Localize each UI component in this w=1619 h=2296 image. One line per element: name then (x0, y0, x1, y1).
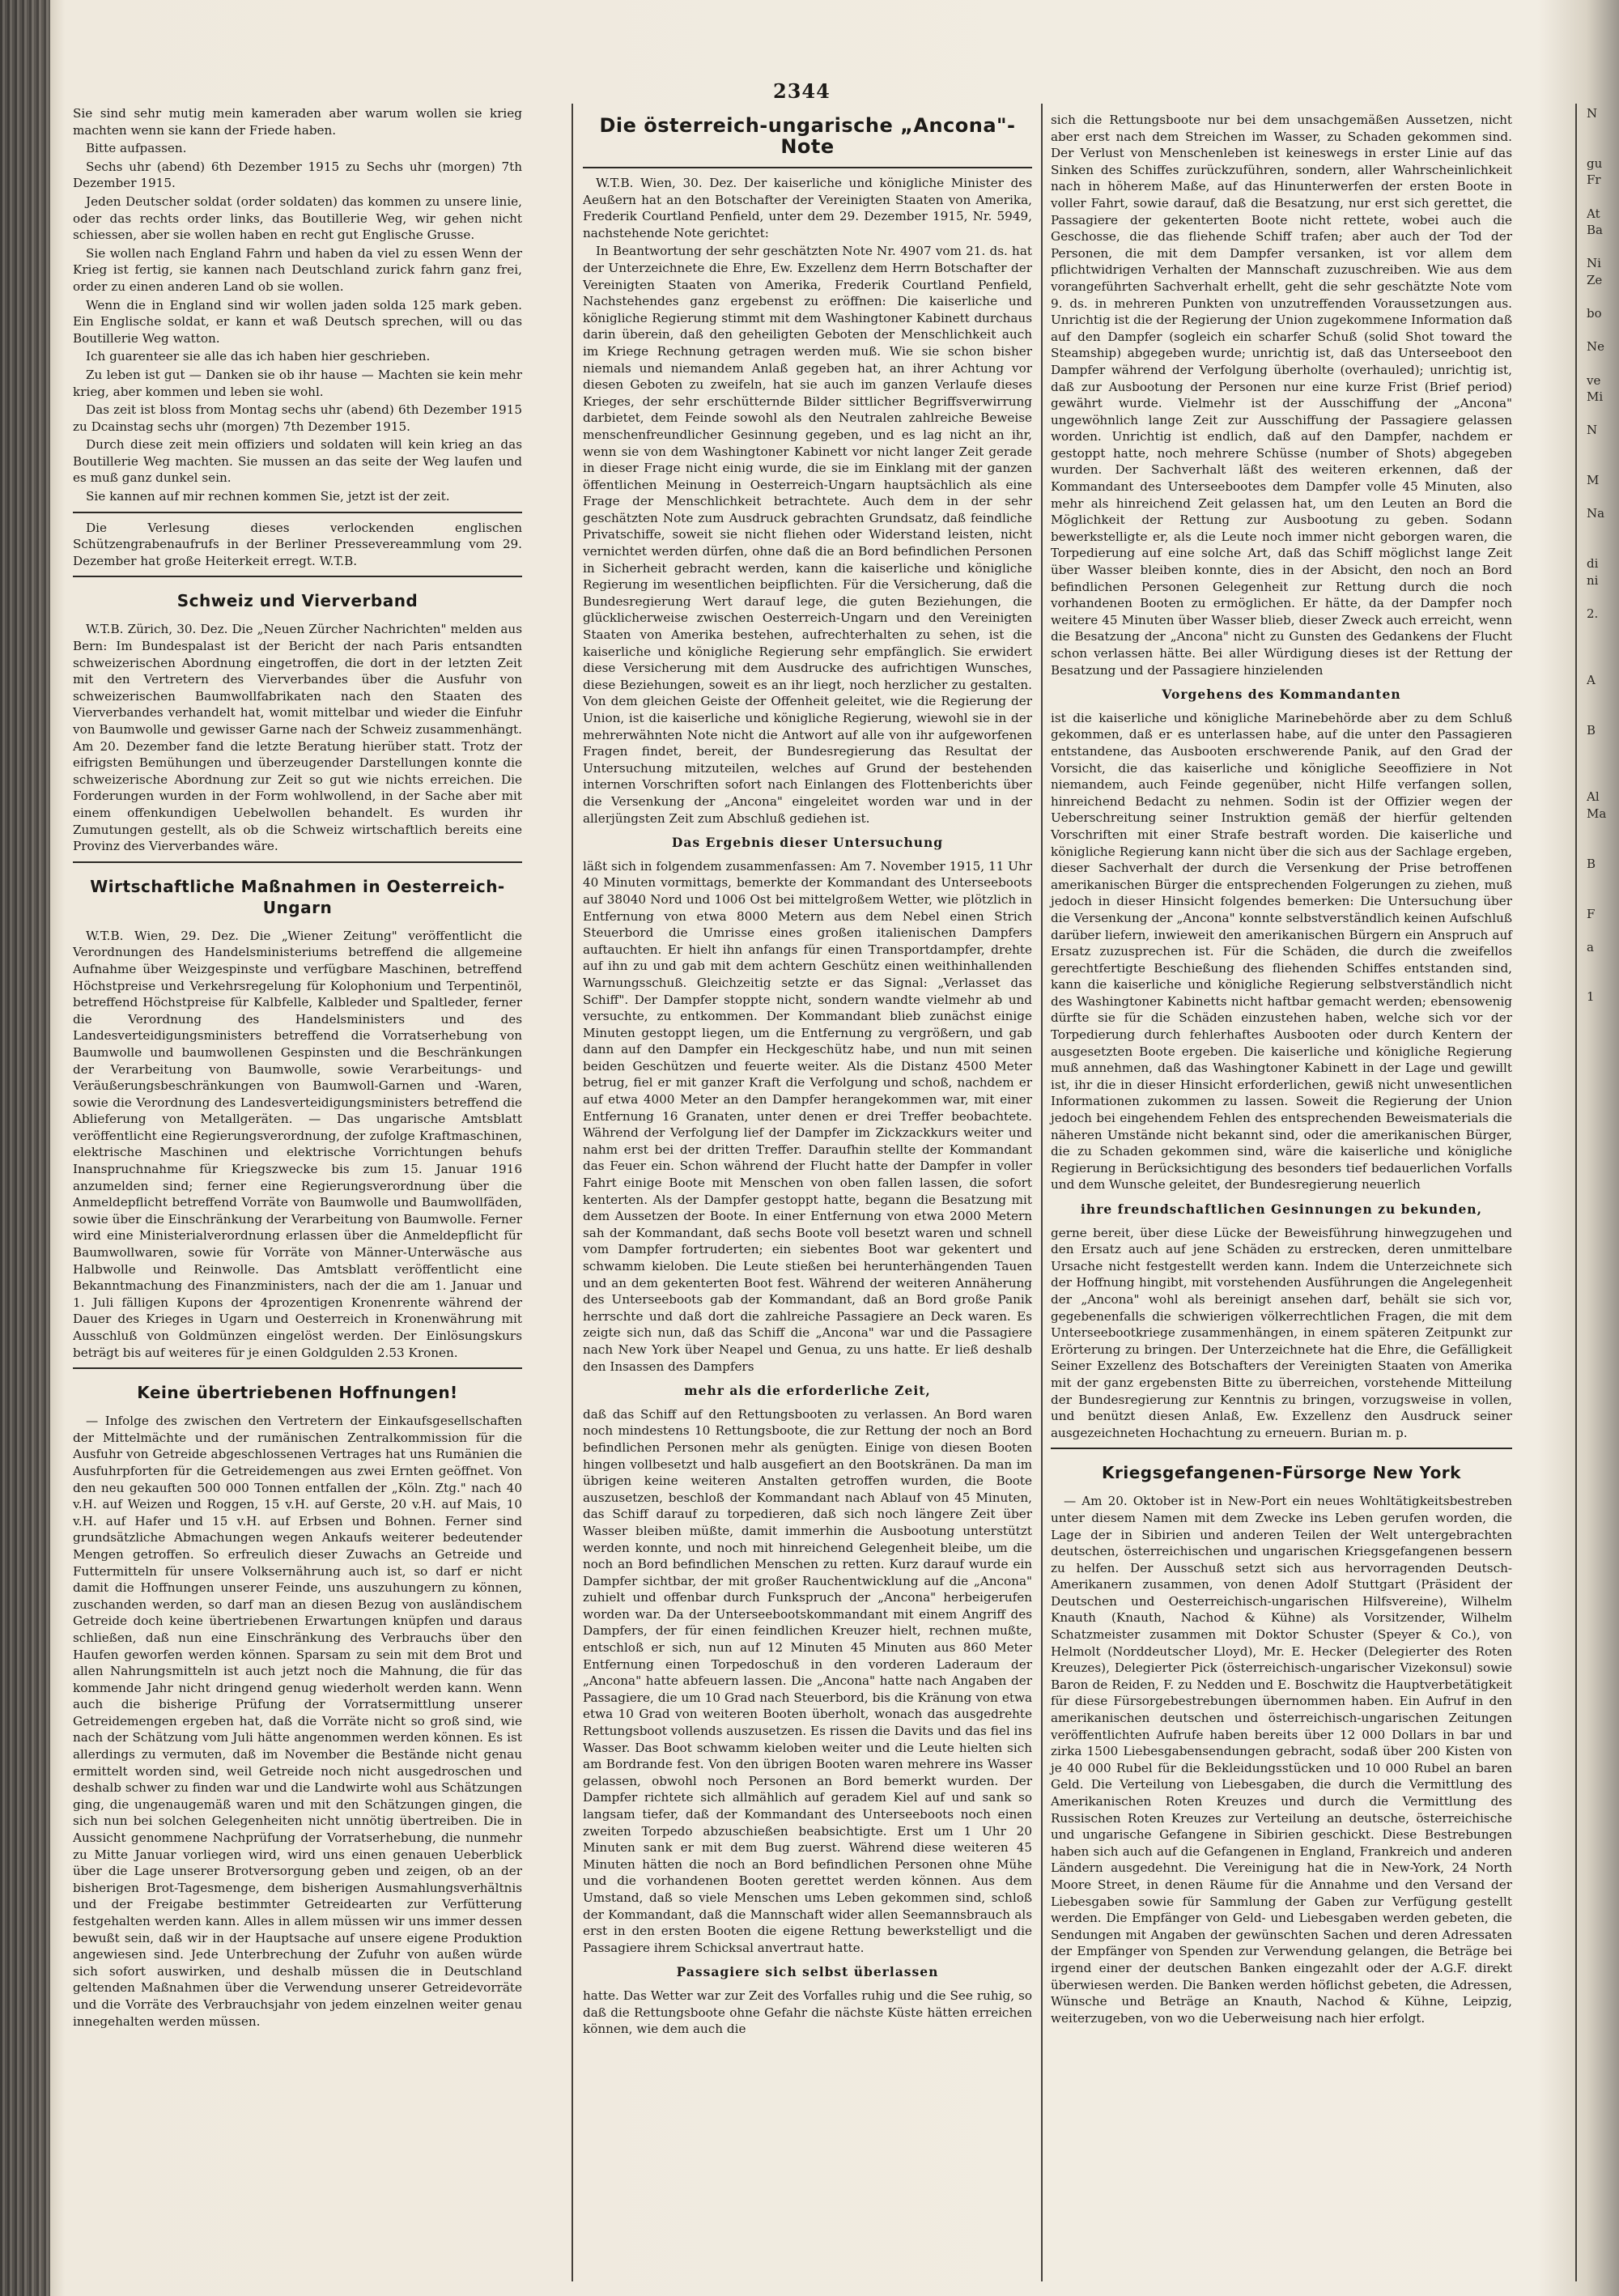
article-paragraph: Jeden Deutscher soldat (order soldaten) das kommen zu unsere linie, oder das rechts order links, das Boutillerie Weg, wir gehen nicht schiessen, aber sie wollen haben en recht gut Englische Grusse. (73, 193, 522, 243)
section-rule (73, 576, 522, 577)
fragment-line (1587, 772, 1619, 789)
article-paragraph: Zu leben ist gut — Danken sie ob ihr hause — Machten sie kein mehr krieg, aber kommen und leben sie wohl. (73, 367, 522, 399)
fragment-line (1587, 839, 1619, 856)
fragment-line: Ze (1587, 272, 1603, 287)
subheading: Passagiere sich selbst überlassen (676, 1964, 939, 1980)
fragment-line (1587, 538, 1619, 555)
fragment-line (1587, 122, 1619, 139)
page-number: 2344 (773, 79, 831, 103)
fragment-line (1587, 656, 1619, 673)
fragment-line: N (1587, 423, 1598, 438)
fragment-line (1587, 972, 1619, 989)
headline-wirtschaft: Wirtschaftliche Maßnahmen in Oesterreich-Ungarn (90, 876, 505, 917)
fragment-line (1587, 1006, 1619, 1023)
article-paragraph: In Beantwortung der sehr geschätzten Note Nr. 4907 vom 21. ds. hat der Unterzeichnete die Ehre, Ew. Exzellenz dem Herrn Botschafter der Vereinigten Staaten von Amerika, Frederik Courtland Penfield, Nachstehendes ganz ergebenst zu eröffnen: Die kaiserliche und königliche Regierung stimmt mit dem Washingtoner Kabinett durchaus darin überein, daß den geheiligten Geboten der Menschlichkeit auch im Kriege Rechnung getragen werden muß. Wie sie schon bisher niemals und niemandem Anlaß gegeben hat, an ihrer Achtung vor diesen Geboten zu zweifeln, hat sie auch im ganzen Verlaufe dieses Krieges, der sehr erschütternde Bilder sittlicher Begriffsverwirrung darbietet, dem Feinde sowohl als den Neutralen zahlreiche Beweise menschenfreundlicher Gesinnung gegeben, und es lag nicht an ihr, wenn sie von dem Washingtoner Kabinett vor nicht langer Zeit gerade in dieser Frage nicht einig wurde, die sie im Einklang mit der ganzen öffentlichen Meinung in Oesterreich-Ungarn hauptsächlich als eine Frage der Menschlichkeit betrachtete. Auch dem in der sehr geschätzten Note zum Ausdruck gebrachten Grundsatz, daß feindliche Privatschiffe, soweit sie nicht fliehen oder Widerstand leisten, nicht vernichtet werden dürfen, ohne daß die an Bord befindlichen Personen in Sicherheit gebracht werden, kann die kaiserliche und königliche Regierung im wesentlichen beipflichten. Für die Versicherung, daß die Bundesregierung Wert darauf lege, die guten Beziehungen, die glücklicherweise zwischen Oesterreich-Ungarn und den Vereinigten Staaten von Amerika bestehen, aufrechterhalten zu sehen, ist die kaiserliche und königliche Regierung sehr empfänglich. Sie erwidert diese Versicherung mit dem Ausdrucke des aufrichtigen Wunsches, diese Beziehungen, soweit es an ihr liegt, noch herzlicher zu gestalten. Von dem gleichen Geiste der Offenheit geleitet, wie die Regierung der Union, ist die kaiserliche und königliche Regierung, wiewohl sie in der mehrerwähnten Note nicht die Antwort auf alle von ihr aufgeworfenen Fragen findet, bereit, der Bundesregierung das Resultat der Untersuchung mitzuteilen, welches auf Grund der bestehenden internen Vorschriften sofort nach Einlangen des Flottenberichts über die Versenkung der „Ancona" eingeleitet worden war und in der allerjüngsten Zeit zum Abschluß gediehen ist. (583, 244, 1032, 826)
fragment-line: N (1587, 106, 1598, 121)
article-paragraph: Sie kannen auf mir rechnen kommen Sie, jetzt ist der zeit. (86, 489, 450, 504)
fragment-line: gu (1587, 155, 1603, 171)
fragment-line (1587, 922, 1619, 939)
article-paragraph: W.T.B. Zürich, 30. Dez. Die „Neuen Zürcher Nachrichten" melden aus Bern: Im Bundespalast ist der Bericht der nach Paris entsandten schweizerischen Abordnung eingetroffen, die dort in der letzten Zeit mit den Vertretern des Vierverbandes über die Ausfuhr von schweizerischen Baumwollfabrikaten nach den Staaten des Vierverbandes verhandelt hat, womit mittelbar und wieder die Einfuhr von Baumwolle und gewisser Garne nach der Schweiz zusammenhängt. Am 20. Dezember fand die letzte Beratung hierüber statt. Trotz der eifrigsten Bemühungen und überzeugender Darstellungen konnte die schweizerische Abordnung zur Zeit so gut wie nichts erreichen. Die Forderungen wurden in der Form wohlwollend, in der Sache aber mit einem offenkundigen Uebelwollen behandelt. Es wurden ihr Zumutungen gestellt, als ob die Schweiz wirtschaftlich bereits eine Provinz des Vierverbandes wäre. (73, 622, 522, 854)
fragment-line: a (1587, 939, 1594, 955)
fragment-line: B (1587, 856, 1596, 871)
book-binding-edge (0, 0, 50, 2296)
column-3 (1051, 112, 1512, 2028)
article-paragraph: Sie sind sehr mutig mein kameraden aber warum wollen sie krieg machten wenn sie kann der Friede haben. (73, 106, 522, 138)
fragment-line: B (1587, 722, 1596, 738)
fragment-line: 1 (1587, 989, 1595, 1005)
fragment-line: Ne (1587, 339, 1605, 355)
adjacent-page-fragment (1587, 105, 1619, 2291)
fragment-line: di (1587, 556, 1599, 572)
headline-ancona-note: Die österreich-ungarische „Ancona"-Note (599, 114, 1016, 158)
fragment-line: Ma (1587, 806, 1607, 821)
article-paragraph: ist die kaiserliche und königliche Marinebehörde aber zu dem Schluß gekommen, daß er es unterlassen habe, auf die unter den Passagieren entstandene, das Ausbooten erschwerende Panik, auf den Grad der Vorsicht, die das kaiserliche und königliche Seeoffiziere in Not niemandem, auch Feinde gegenüber, nicht Hilfe verfangen sollen, hinreichend Bedacht zu nehmen. Sodin ist der Offizier wegen der Ueberschreitung seiner Instruktion gemäß der hierfür geltenden Vorschriften mit einer Strafe bestraft worden. Die kaiserliche und königliche Regierung kann nicht über die sich aus der Sachlage ergeben, dieser Sachverhalt der durch die Versenkung der Prise betroffenen amerikanischen Bürger die entsprechenden Folgerungen zu ziehen, muß jedoch in dieser Hinsicht folgendes bemerken: Die Untersuchung über die Versenkung der „Ancona" konnte selbstverständlich keinen Aufschluß darüber liefern, inwieweit den amerikanischen Bürgern ein Anspruch auf Ersatz zuzusprechen ist. Für die Schäden, die durch die zweifellos gerechtfertigte Beschießung des fliehenden Schiffes entstanden sind, kann die kaiserliche und königliche Regierung selbstverständlich nicht des Washingtoner Kabinetts nicht haftbar gemacht werden; ebensowenig dürfte sie für die Schäden einzustehen haben, welche sich vor der Torpedierung durch fehlerhaftes Ausbooten oder durch Kentern der ausgesetzten Boote ergeben. Die kaiserliche und königliche Regierung muß annehmen, daß das Washingtoner Kabinett in der Lage und gewillt ist, ihr die in dieser Hinsicht erforderlichen, gewiß nicht unwesentlichen Informationen zukommen zu lassen. Soweit die Regierung der Union jedoch bei eingehendem Fehlen des entsprechenden Beweismaterials die näheren Umstände nicht bekannt sind, oder die amerikanischen Bürger, die zu Schaden gekommen sind, wäre die kaiserliche und königliche Regierung in Berücksichtigung des besonders tief bedauerlichen Vorfalls und dem Wunsche geleitet, der Bundesregierung neuerlich (1051, 710, 1512, 1193)
section-rule (1051, 1448, 1512, 1449)
subheading: mehr als die erforderliche Zeit, (684, 1383, 931, 1399)
fragment-line (1587, 489, 1619, 506)
fragment-line: Al (1587, 789, 1600, 805)
fragment-line: ni (1587, 572, 1599, 588)
fragment-line (1587, 406, 1619, 423)
headline-schweiz: Schweiz und Vierverband (176, 591, 419, 611)
article-paragraph: Ich guarenteer sie alle das ich haben hier geschrieben. (86, 349, 431, 364)
article-paragraph: hatte. Das Wetter war zur Zeit des Vorfalles ruhig und die See ruhig, so daß die Rettungsboote ohne Gefahr die nächste Küste hätten erreichen können, wie dem auch die (583, 1988, 1032, 2037)
section-rule (583, 167, 1032, 168)
fragment-line: At (1587, 206, 1600, 221)
section-rule (73, 861, 522, 863)
article-paragraph: W.T.B. Wien, 30. Dez. Der kaiserliche und königliche Minister des Aeußern hat an den Botschafter der Vereinigten Staaten von Amerika, Frederik Courtland Penfield, unter dem 29. Dezember 1915, Nr. 5949, nachstehende Note gerichtet: (583, 176, 1032, 240)
fragment-line (1587, 739, 1619, 756)
article-paragraph: Sechs uhr (abend) 6th Dezember 1915 zu Sechs uhr (morgen) 7th Dezember 1915. (73, 159, 522, 191)
article-paragraph: sich die Rettungsboote nur bei dem unsachgemäßen Aussetzen, nicht aber erst nach dem Streichen im Wasser, zu Schaden gekommen sind. Der Verlust von Menschenleben ist keineswegs in erster Linie auf das Sinken des Schiffes zurückzuführen, sondern, aller Wahrscheinlichkeit nach in höherem Maße, auf das Hinunterwerfen der ersten Boote in voller Fahrt, sowie darauf, daß die Besatzung, nur erst sich gerettet, die Passagiere der gekenterten Boote nicht rettete, wobei auch die Geschosse, die das fliehende Schiff trafen; aber auch der Tod der Personen, die mit dem Dampfer versanken, ist vor allem dem pflichtwidrigen Verhalten der Mannschaft zuzuschreiben. Wie aus dem vorangeführten Sachverhalt erhellt, geht die sehr geschätzte Note vom 9. ds. in mehreren Punkten von unzutreffenden Voraussetzungen aus. Unrichtig ist die der Regierung der Union zugekommene Information daß auf den Dampfer (sogleich ein scharfer Schuß (solid Shot toward the Steamship) abgegeben wurde; unrichtig ist, daß das Unterseeboot den Dampfer während der Verfolgung überholte (overhauled); unrichtig ist, daß zur Ausbootung der Personen nur eine kurze Frist (Brief period) gewährt wurde. Vielmehr ist der Ausschiffung der „Ancona" ungewöhnlich lange Zeit zur Ausschiffung der Passagiere gelassen worden. Unrichtig ist endlich, daß auf den Dampfer, nachdem er gestoppt hatte, noch mehrere Schüsse (number of Shots) abgegeben wurden. Der Sachverhalt läßt des weiteren erkennen, daß der Kommandant des Unterseebootes dem Dampfer volle 45 Minuten, also mehr als hinreichend Zeit gelassen hat, um den Leuten an Bord die Möglichkeit der Rettung zur Ausbootung zu geben. Sodann bewerkstelligte er, als die Leute noch immer nicht geborgen waren, die Torpedierung auf eine solche Art, daß das Schiff möglichst lange Zeit über Wasser bleiben konnte, dies in der Absicht, den noch an Bord befindlichen Personen Gelegenheit zur Rettung durch die noch vorhandenen Booten zu ermöglichen. Er hätte, da der Dampfer noch weitere 45 Minuten über Wasser blieb, dieser Zweck auch erreicht, wenn die Besatzung der „Ancona" nicht zu Gunsten des Gedankens der Flucht schon verlassen hätte. Bei aller Würdigung dieses ist der Rettung der Besatzung und der Passagiere hinzielenden (1051, 113, 1512, 678)
article-paragraph: gerne bereit, über diese Lücke der Beweisführung hinwegzugehen und den Ersatz auch auf jene Schäden zu erstrecken, deren unmittelbare Ursache nicht festgestellt werden kann. Indem die Unterzeichnete sich der Hoffnung hingibt, mit vorstehenden Ausführungen die Angelegenheit der „Ancona" wohl als bereinigt ansehen darf, behält sie sich vor, gegebenenfalls die schwierigen völkerrechtlichen Fragen, die mit dem Unterseebootkriege zusammenhängen, in einem späteren Zeitpunkt zur Erörterung zu bringen. Der Unterzeichnete hat die Ehre, die Gefälligkeit Seiner Exzellenz des Botschafters der Vereinigten Staaten von Amerika mit der ganz ergebensten Bitte zu überreichen, vorstehende Mitteilung der Bundesregierung zur Kenntnis zu bringen, vorzugsweise in vollen, und benützt diesen Anlaß, Ew. Exzellenz den Ausdruck seiner ausgezeichneten Hochachtung zu erneuern. Burian m. p. (1051, 1225, 1512, 1440)
fragment-line: 2. (1587, 606, 1599, 621)
fragment-line (1587, 755, 1619, 772)
column-divider-1 (572, 104, 573, 2281)
fragment-line: Ba (1587, 223, 1603, 238)
article-paragraph: Wenn die in England sind wir wollen jaden solda 125 mark geben. Ein Englische soldat, er kann et waß Deutsch sprechen, will ou das Boutillerie Weg watton. (73, 297, 522, 346)
fragment-line: ve (1587, 372, 1601, 388)
fragment-line (1587, 355, 1619, 372)
fragment-line (1587, 439, 1619, 456)
fragment-line: M (1587, 473, 1600, 488)
section-rule (73, 1367, 522, 1369)
fragment-line (1587, 889, 1619, 906)
subheading: Das Ergebnis dieser Untersuchung (671, 835, 944, 851)
fragment-line (1587, 138, 1619, 155)
article-paragraph: Bitte aufpassen. (86, 141, 187, 156)
fragment-line (1587, 522, 1619, 539)
fragment-line (1587, 872, 1619, 889)
article-paragraph: — Infolge des zwischen den Vertretern der Einkaufsgesellschaften der Mittelmächte und der rumänischen Zentralkommission für die Ausfuhr von Getreide abgeschlossenen Vertrages hat uns Rumänien die Ausfuhrpforten für die Getreidemengen aus zwei Ernten geöffnet. Von den neu gekauften 500 000 Tonnen entfallen der „Köln. Ztg." nach 40 v.H. auf Weizen und Roggen, 15 v.H. auf Gerste, 20 v.H. auf Mais, 10 v.H. auf Hafer und 15 v.H. auf Erbsen und Bohnen. Ferner sind grundsätzliche Abmachungen wegen Ankaufs weiterer bedeutender Mengen getroffen. So erfreulich dieser Zuwachs an Getreide und Futtermitteln für unsere Volksernährung auch ist, so darf er nicht damit die Hoffnungen unserer Feinde, uns auszuhungern zu können, zuschanden werden, so darf man an diesen Bezug von ausländischem Getreide doch keine übertriebenen Erwartungen knüpfen und daraus schließen, daß nun eine Einschränkung des Verbrauchs über den Haufen geworfen werden können. Sparsam zu sein mit dem Brot und allen Nahrungsmitteln ist auch jetzt noch die Mahnung, die für das kommende Jahr nicht dringend genug wiederholt werden kann. Wenn auch die bisherige Prüfung der Vorratsermittlung unserer Getreidemengen ergeben hat, daß die Vorräte nicht so groß sind, wie nach der Schätzung vom Juli hätte angenommen werden können. Es ist allerdings zu vermuten, daß im November die Bestände nicht genau ermittelt worden sind, weil Getreide noch nicht ausgedroschen und deshalb schwer zu finden war und die Landwirte wohl aus Schätzungen ging, die ungenaugemäß waren und mit den Schätzungen gingen, die sich nun bei solchen Gelegenheiten nicht unnötig übertreiben. Die in Aussicht genommene Nachprüfung der Vorratserhebung, die nunmehr zu Mitte Januar vorliegen wird, wird uns einen genauen Ueberblick über die Lage unserer Brotversorgung geben und zeigen, ob an der bisherigen Brot-Tagesmenge, dem bisherigen Ausmahlungsverhältnis und der Freigabe bestimmter Getreidearten zur Verfütterung festgehalten werden kann. Alles in allem müssen wir uns immer dessen bewußt sein, daß wir in der Hauptsache auf unsere eigene Produktion angewiesen sind. Jede Unterbrechung der Zufuhr von außen würde sich sofort auswirken, und deshalb müssen die in Deutschland geltenden Maßnahmen über die Verwendung unserer Getreidevorräte und die Vorräte des Verbrauchsjahr von jedem einzelnen weiter genau innegehalten werden müssen. (73, 1414, 522, 2029)
article-paragraph: — Am 20. Oktober ist in New-Port ein neues Wohltätigkeitsbestreben unter diesem Namen mit dem Zwecke ins Leben gerufen worden, die Lage der in Sibirien und anderen Teilen der Welt untergebrachten deutschen, österreichischen und ungarischen Kriegsgefangenen bessern zu helfen. Der Ausschuß setzt sich aus hervorragenden Deutsch-Amerikanern zusammen, von denen Adolf Stuttgart (Präsident der Deutschen und Oesterreichisch-ungarischen Hilfsvereine), Wilhelm Knauth (Knauth, Nachod & Kühne) als Vorsitzender, Wilhelm Schatzmeister zusammen mit Doktor Schuster (Speyer & Co.), von Helmolt (Norddeutscher Lloyd), Mr. E. Hecker (Delegierter des Roten Kreuzes), Delegierter Pick (österreichisch-ungarischer Vizekonsul) sowie Baron de Reiden, F. zu Nedden und E. Boschwitz die Hauptverbetätigkeit für diese Fürsorgebestrebungen übernommen haben. Ein Aufruf in den amerikanischen deutschen und österreichisch-ungarischen Zeitungen veröffentlichten Aufrufe haben bereits über 12 000 Dollars in bar und zirka 1500 Liebesgabensendungen gebracht, sodaß über 200 Kisten von je 40 000 Rubel für die Bekleidungsstücken und 10 000 Rubel an baren Geld. Die Verteilung von Liebesgaben, die durch die Vermittlung des Amerikanischen Roten Kreuzes und durch die Vermittlung des Russischen Roten Kreuzes zur Verteilung an deutsche, österreichische und ungarische Gefangene in Sibirien geschickt. Diese Bestrebungen haben sich auch auf die Gefangenen in England, Frankreich und anderen Ländern ausgedehnt. Die Vereinigung hat die in New-York, 24 North Moore Street, in denen Räume für die Annahme und den Versand der Liebesgaben sowie für Sammlung der Gaben zur Verfügung gestellt werden. Die Empfänger von Geld- und Liebesgaben werden gebeten, die Sendungen mit Angaben der gewünschten Sachen und deren Adressaten der Empfänger von Spenden zur Verwendung gelangen, die Beträge bei irgend einer der deutschen Banken eingezahlt oder der A.G.F. direkt überwiesen werden. Die Banken werden höflichst gebeten, die Adressen, Wünsche und Beträge an Knauth, Nachod & Kühne, Leipzig, weiterzugeben, von wo die Ueberweisung nach hier erfolgt. (1051, 1494, 1512, 2026)
article-paragraph: läßt sich in folgendem zusammenfassen: Am 7. November 1915, 11 Uhr 40 Minuten vormittags, bemerkte der Kommandant des Unterseeboots auf 38040 Nord und 1006 Ost bei mittelgroßem Wetter, wie plötzlich in Entfernung von etwa 8000 Metern aus dem Nebel einen Strich Steuerbord die Umrisse eines großen italienischen Dampfers auftauchten. Er hielt ihn anfangs für einen Transportdampfer, drehte auf ihn zu und gab mit dem achtern Geschütz einen weithinhallenden Warnungsschuß. Gleichzeitig setzte er das Signal: „Verlasset das Schiff". Der Dampfer stoppte nicht, sondern wandte vielmehr ab und versuchte, zu entkommen. Der Kommandant blieb zunächst einige Minuten gestoppt liegen, um die Entfernung zu vergrößern, und gab dann auf den Dampfer ein Heckgeschütz habe, und nun mit seinen beiden Geschützen und feuerte weiter. Als die Distanz 4500 Meter betrug, fiel er mit ganzer Kraft die Verfolgung und schoß, nachdem er auf etwa 4000 Meter an den Dampfer herangekommen war, mit einer Entfernung 16 Granaten, unter denen er drei Treffer beobachtete. Während der Verfolgung lief der Dampfer im Zickzackkurs weiter und nahm erst bei der dritten Treffer. Daraufhin stellte der Kommandant das Feuer ein. Schon während der Flucht hatte der Dampfer in voller Fahrt einige Boote mit Menschen von oben fallen lassen, die sofort kenterten. Als der Dampfer gestoppt hatte, begann die Besatzung mit dem Aussetzen der Boote. In einer Entfernung von etwa 2000 Metern sah der Kommandant, daß sechs Boote voll besetzt waren und schnell vom Dampfer fortruderten; ein siebentes Boot war gekentert und schwamm kieloben. Die Leute stießen bei herunterhängenden Tauen und an dem gekenterten Boot fest. Während der weiteren Annäherung des Unterseeboots gab der Kommandant, daß an Bord große Panik herrschte und daß dort die zahlreiche Passagiere an Deck waren. Es zeigte sich nun, daß das Schiff die „Ancona" war und die Passagiere nach New York über Neapel und Genua, zu uns hatte. Er ließ deshalb den Insassen des Dampfers (583, 858, 1032, 1374)
fragment-line (1587, 589, 1619, 606)
article-paragraph: Das zeit ist bloss from Montag sechs uhr (abend) 6th Dezember 1915 zu Dcainstag sechs uhr (morgen) 7th Dezember 1915. (73, 402, 522, 434)
column-1 (73, 105, 522, 2031)
fragment-line: F (1587, 906, 1596, 921)
fragment-line (1587, 622, 1619, 639)
fragment-line: bo (1587, 306, 1602, 321)
fragment-line: Fr (1587, 172, 1601, 188)
article-paragraph: W.T.B. Wien, 29. Dez. Die „Wiener Zeitung" veröffentlicht die Verordnungen des Handelsministeriums betreffend die allgemeine Aufnahme über Weizgespinste und verfügbare Maschinen, betreffend Höchstpreise und Verkehrsregelung für Kolophonium und Terpentinöl, betreffend Höchstpreise für Kalbfelle, Kalbleder und Spaltleder, ferner die Verordnung des Handelsministers und des Landesverteidigungsministers betreffend die Vorratserhebung von Baumwolle und baumwollenen Gespinsten und die Beschränkungen der Verarbeitung von Baumwolle, sowie Verarbeitungs- und Veräußerungsbeschränkungen von Baumwoll-Garnen und -Waren, sowie die Verordnung des Landesverteidigungsministers betreffend die Ablieferung von Metallgeräten. — Das ungarische Amtsblatt veröffentlicht eine Regierungsverordnung, der zufolge Kraftmaschinen, elektrische Maschinen und elektrische Vorrichtungen behufs Inanspruchnahme für Kriegszwecke bis zum 15. Januar 1916 anzumelden sind; ferner eine Regierungsverordnung über die Anmeldepflicht betreffend Vorräte von Baumwolle und Baumwollfäden, sowie über die Einschränkung der Verarbeitung von Baumwolle. Ferner wird eine Ministerialverordnung erlassen über die Anmeldepflicht für Baumwollwaren, sowie für Vorräte von Männer-Unterwäsche aus Halbwolle und Reinwolle. Das Amtsblatt veröffentlicht eine Bekanntmachung des Finanzministers, nach der die am 1. Januar und 1. Juli fälligen Kupons der 4prozentigen Kronenrente während der Dauer des Krieges in Ugarn und Oesterreich in Kronenwährung mit Ausschluß von Goldmünzen eingelöst werden. Der Einlösungskurs beträgt bis auf weiteres für je einen Goldgulden 2.53 Kronen. (73, 928, 522, 1360)
fragment-line: Na (1587, 506, 1605, 521)
column-divider-3 (1575, 104, 1577, 2281)
fragment-line (1587, 639, 1619, 656)
column-divider-2 (1041, 104, 1043, 2281)
fragment-line: Ni (1587, 256, 1601, 271)
headline-hoffnungen: Keine übertriebenen Hoffnungen! (137, 1383, 458, 1403)
fragment-line: A (1587, 673, 1596, 688)
fragment-line (1587, 705, 1619, 722)
fragment-line (1587, 189, 1619, 206)
subheading: ihre freundschaftlichen Gesinnungen zu bekunden, (1081, 1201, 1482, 1217)
fragment-line (1587, 239, 1619, 256)
column-2 (583, 112, 1032, 2039)
fragment-line (1587, 823, 1619, 840)
article-paragraph: Sie wollen nach England Fahrn und haben da viel zu essen Wenn der Krieg ist fertig, sie kannen nach Deutschland zurick fahrn ganz frei, order zu einen anderen Land ob sie wollen. (73, 245, 522, 294)
subheading: Vorgehens des Kommandanten (1162, 687, 1401, 703)
fragment-line (1587, 689, 1619, 706)
article-paragraph: daß das Schiff auf den Rettungsbooten zu verlassen. An Bord waren noch mindestens 10 Rettungsboote, die zur Rettung der noch an Bord befindlichen Personen mehr als genügten. Einige von diesen Booten hingen vollbesetzt und halb ausgefiert an den Bootskränen. Da man im übrigen keine weiteren Anstalten getroffen wurden, die Boote auszusetzen, beschloß der Kommandant nach Ablauf von 45 Minuten, das Schiff darauf zu torpedieren, daß sich noch längere Zeit über Wasser bleiben müßte, damit immerhin die Ausbootung unterstützt werden konnte, und noch mit hinreichend Gelegenheit bleibe, um die noch an Bord befindlichen Menschen zu retten. Kurz darauf wurde ein Dampfer sichtbar, der mit großer Rauchentwicklung auf die „Ancona" zuhielt und offenbar durch Funkspruch der „Ancona" herbeigerufen worden war. Da der Unterseebootskommandant mit einem Angriff des Dampfers, der für einen feindlichen Kreuzer hielt, rechnen mußte, entschloß er sich, nun auf 12 Minuten 45 Minuten aus 860 Meter Entfernung einen Torpedoschuß in den vorderen Laderaum der „Ancona" hatte abfeuern lassen. Die „Ancona" hatte nach Angaben der Passagiere, die um 10 Grad nach Steuerbord, bis die Kränung von etwa etwa 10 Grad von weiteren Booten überholt, wonach das ausgedrehte Rettungsboot vollends auszusetzen. Es rissen die Davits und das fiel ins Wasser. Das Boot schwamm kieloben weiter und die Leute hielten sich am Bordrande fest. Von den übrigen Booten waren mehrere ins Wasser gelassen, obwohl noch Personen an Bord bemerkt wurden. Der Dampfer richtete sich allmählich auf geradem Kiel auf und sank so langsam tiefer, daß der Kommandant des Unterseeboots noch einen zweiten Torpedo abzuschießen beabsichtigte. Erst um 1 Uhr 20 Minuten sank er mit dem Bug zuerst. Während diese weiteren 45 Minuten hätten die noch an Bord befindlichen Personen ohne Mühe und die vorhandenen Booten gerettet werden können. Aus dem Umstand, daß so viele Menschen ums Leben gekommen sind, schloß der Kommandant, daß die Mannschaft wider allen Seemannsbrauch als erst in den ersten Booten die eigene Rettung bewerkstelligt und die Passagiere ihrem Schicksal anvertraut hatte. (583, 1406, 1032, 1955)
fragment-line (1587, 455, 1619, 472)
fragment-line (1587, 289, 1619, 306)
fragment-line (1587, 955, 1619, 972)
headline-kriegsgefangene: Kriegsgefangenen-Fürsorge New York (1102, 1463, 1461, 1483)
fragment-line: Mi (1587, 389, 1604, 405)
fragment-line (1587, 322, 1619, 339)
section-rule (73, 512, 522, 513)
article-paragraph: Durch diese zeit mein offiziers und soldaten will kein krieg an das Boutillerie Weg machten. Sie mussen an das seite der Weg laufen und es muß ganz dunkel sein. (73, 437, 522, 486)
article-paragraph: Die Verlesung dieses verlockenden englischen Schützengrabenaufrufs in der Berliner Pressevereammlung vom 29. Dezember hat große Heiterkeit erregt. W.T.B. (73, 520, 522, 568)
